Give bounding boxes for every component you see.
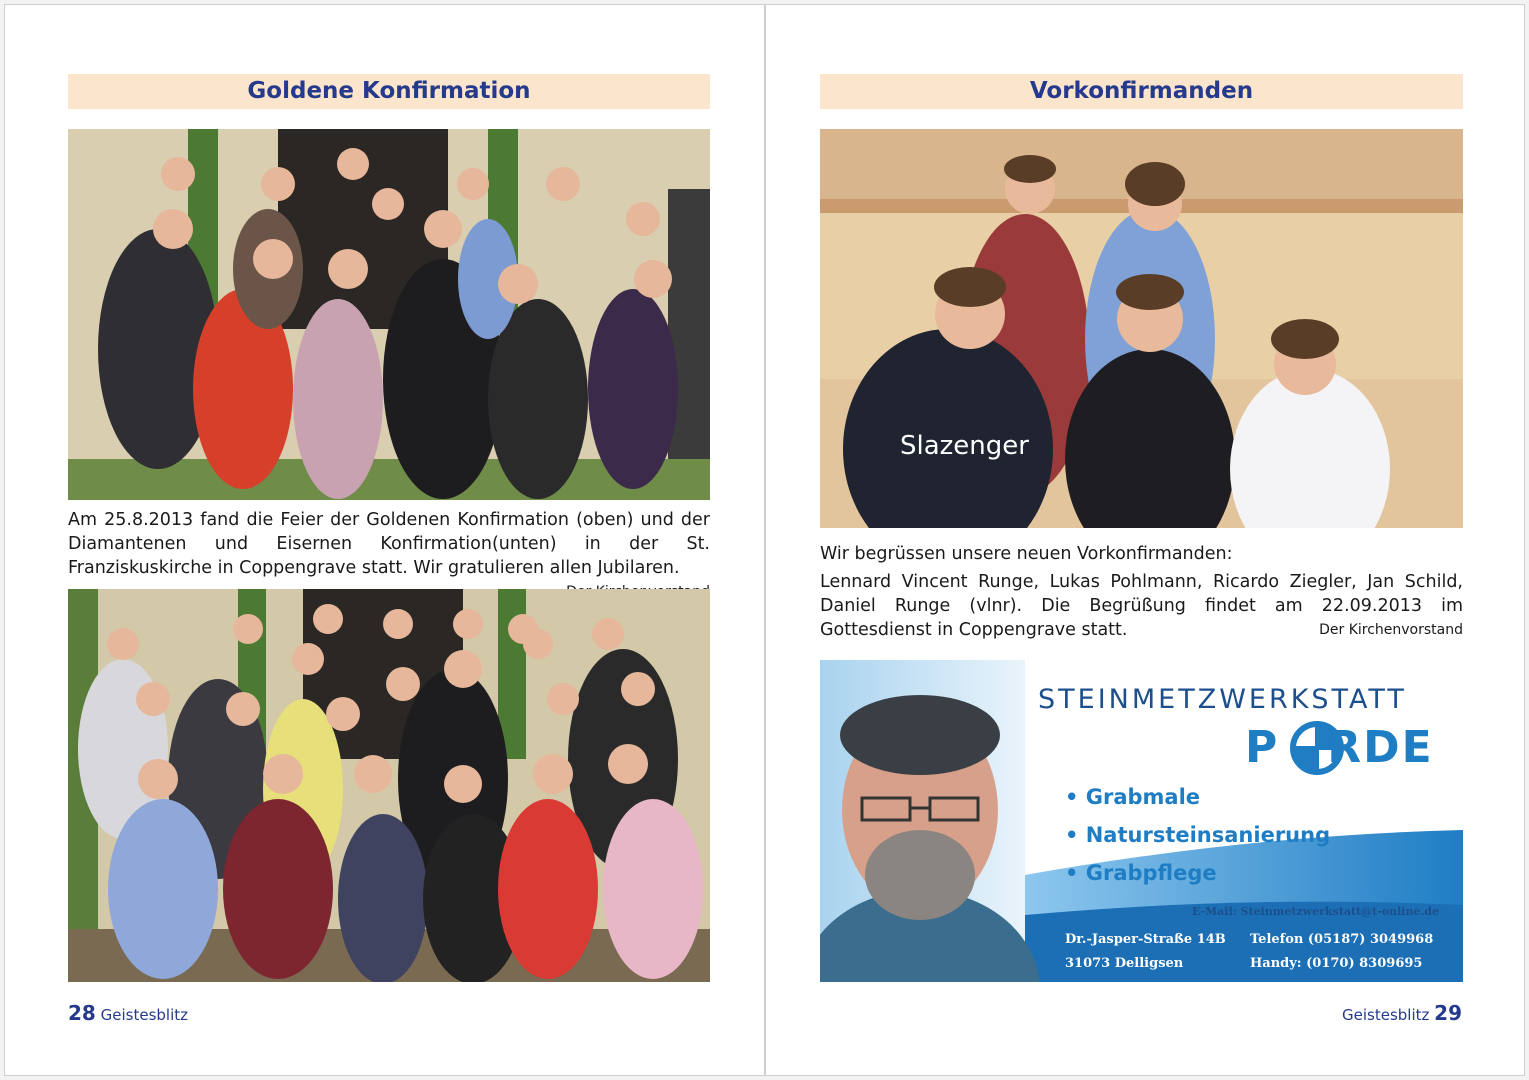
names-text: Lennard Vincent Runge, Lukas Pohlmann, Ricardo Ziegler, Jan Schild, Daniel Runge (vlnr). Die Begrüßung findet am 22.09.2013 im Gottesdienst in Coppengrave statt. [820,572,1463,640]
heading-goldene-konfirmation: Goldene Konfirmation [68,74,710,109]
names-paragraph [820,570,1463,642]
heading-vorkonfirmanden: Vorkonfirmanden [820,74,1463,109]
ad-steinmetzwerkstatt [820,660,1463,982]
ad-brand [1245,722,1457,773]
magazine-name-right: Geistesblitz [1342,1006,1430,1024]
footer-left [68,1001,188,1025]
ad-city: 31073 Delligsen [1065,956,1184,971]
caption-text: Am 25.8.2013 fand die Feier der Goldenen Konfirmation (oben) und der Diamantenen und Eisernen Konfirmation(unten) in der St. Franziskuskirche in Coppengrave statt. Wir gratulieren allen Jubilaren. [68,510,710,578]
photo-golden-confirmation-group [68,129,710,500]
right-page [765,4,1525,1076]
ad-phone: Telefon (05187) 3049968 [1250,932,1434,947]
page-number-right: 29 [1434,1001,1462,1025]
ad-service-2: • Natursteinsanierung [1065,823,1331,847]
ad-service-1: • Grabmale [1065,785,1201,809]
photo-vorkonfirmanden [820,129,1463,528]
page-number-left: 28 [68,1001,96,1025]
footer-right [1342,1001,1462,1025]
intro-text: Wir begrüssen unsere neuen Vorkonfirmanden: [820,544,1233,564]
left-page [4,4,765,1076]
ad-service-3: • Grabpflege [1065,861,1217,885]
ad-mobile: Handy: (0170) 8309695 [1250,956,1423,971]
photo-diamond-iron-confirmation-group [68,589,710,982]
magazine-name-left: Geistesblitz [100,1006,188,1024]
signature-right: Der Kirchenvorstand [1319,622,1463,638]
ad-street: Dr.-Jasper-Straße 14B [1065,932,1226,947]
ad-line1: STEINMETZWERKSTATT [1038,684,1407,715]
ad-email[interactable]: E-Mail: Steinmetzwerkstatt@t-online.de [1191,905,1439,918]
brand-text: P RDE [1245,722,1434,773]
shirt-text: Slazenger [900,431,1029,461]
